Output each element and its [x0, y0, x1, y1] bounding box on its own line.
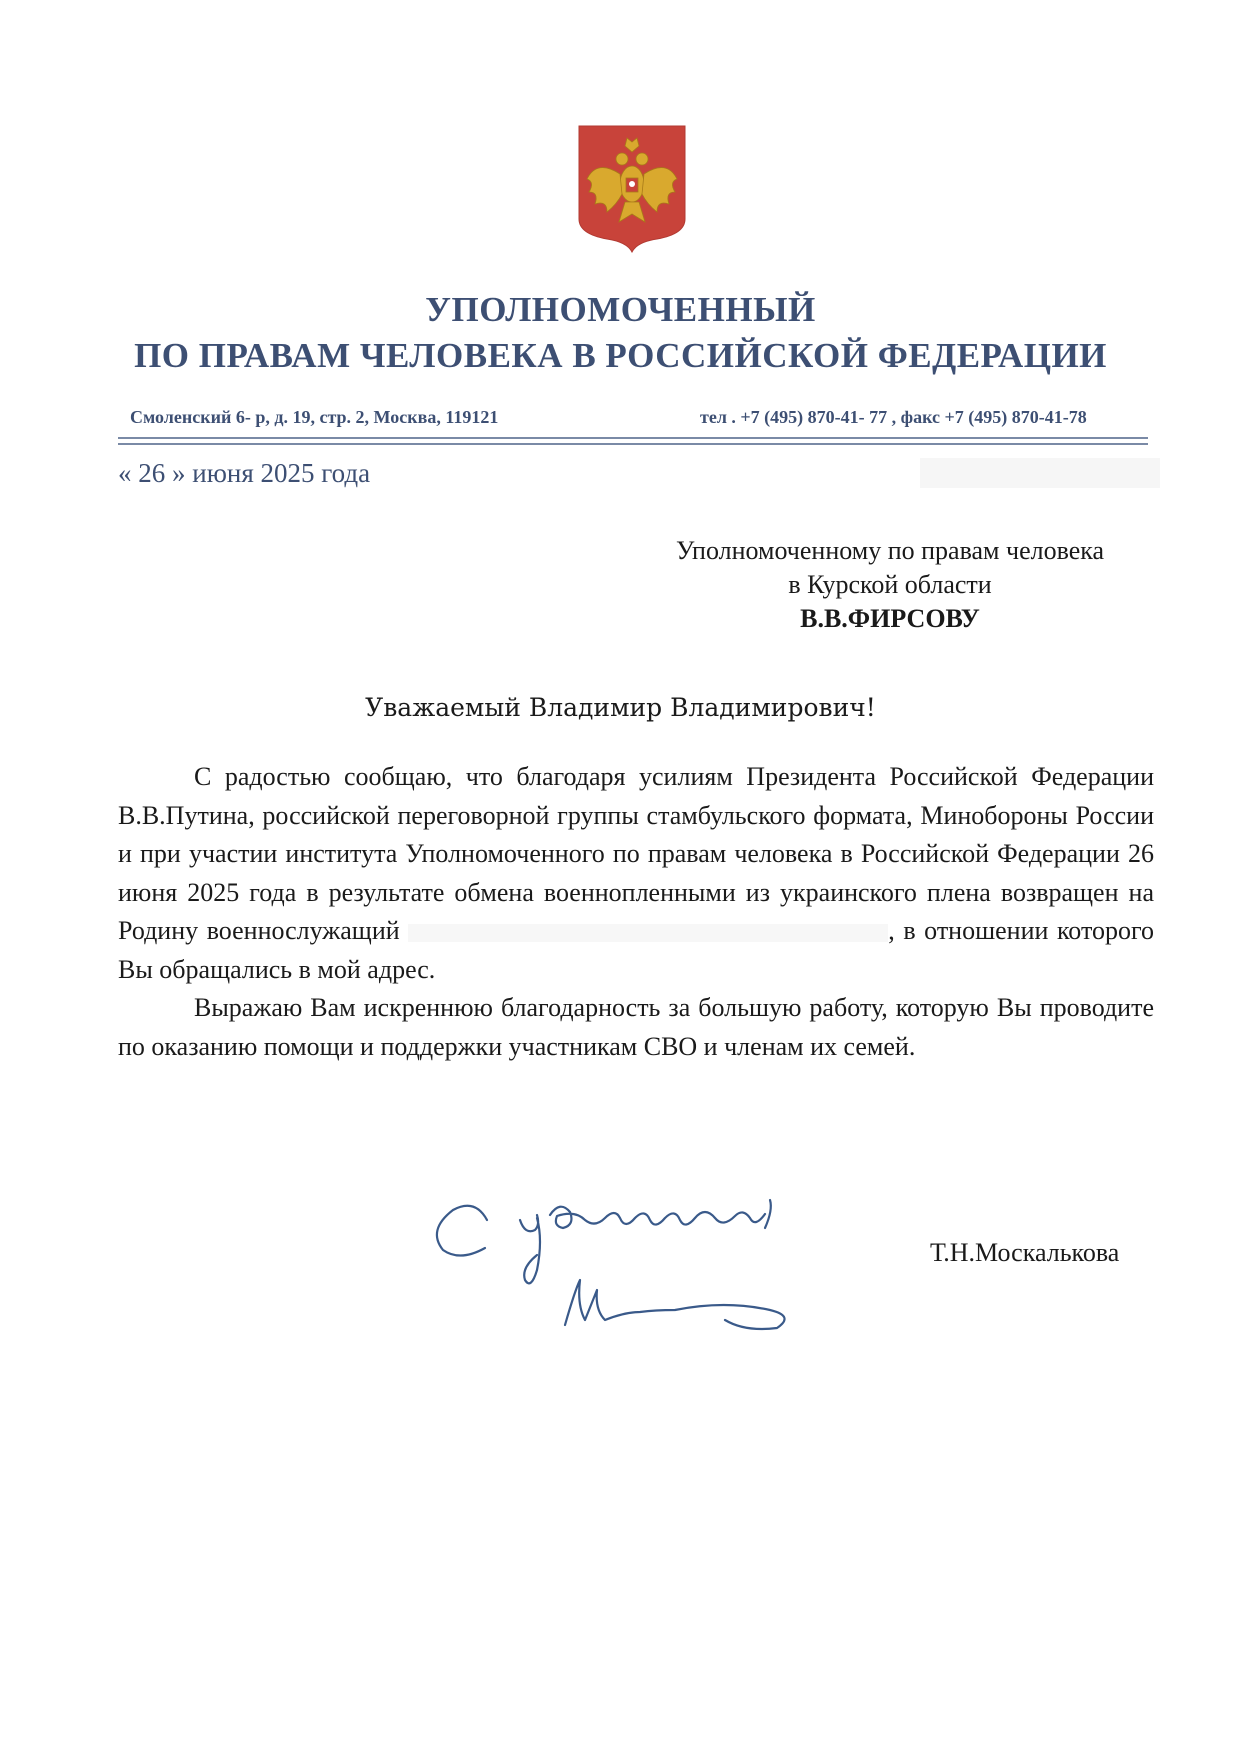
handwritten-signature	[425, 1180, 855, 1340]
recipient-name: В.В.ФИРСОВУ	[800, 604, 980, 633]
coat-of-arms-icon	[577, 124, 687, 254]
org-phone: тел . +7 (495) 870-41- 77 , факс +7 (495) 870-41-78	[700, 407, 1087, 427]
recipient-title: Уполномоченному по правам человека	[675, 536, 1105, 565]
org-address: Смоленский 6- р, д. 19, стр. 2, Москва, 119121	[130, 407, 499, 427]
body-paragraph-2: Выражаю Вам искреннюю благодарность за большую работу, которую Вы проводите по оказанию помощи и поддержки участникам СВО и членам их семей.	[118, 993, 1154, 1061]
body-paragraph-1	[118, 758, 1154, 989]
header-divider-top	[118, 437, 1148, 439]
org-title-line2: ПО ПРАВАМ ЧЕЛОВЕКА В РОССИЙСКОЙ ФЕДЕРАЦИИ	[134, 336, 1107, 375]
greeting: Уважаемый Владимир Владимирович!	[365, 693, 876, 722]
org-title-line1: УПОЛНОМОЧЕННЫЙ	[425, 290, 816, 329]
signer-name: Т.Н.Москалькова	[930, 1238, 1120, 1267]
redacted-registration-number	[920, 458, 1160, 488]
body-paragraph-1-ending: , в отношении которого Вы обращались в мой адрес.	[118, 916, 1154, 984]
recipient-region: в Курской области	[788, 570, 992, 599]
redacted-name	[408, 924, 888, 942]
letter-body	[118, 758, 1154, 1066]
body-paragraph-1-text: С радостью сообщаю, что благодаря усилиям Президента Российской Федерации В.В.Путина, российской переговорной группы стамбульского формата, Минобороны России и при участии института Уполномоченного по правам человека в Российской Федерации 26 июня 2025 года в результате обмена военнопленными из украинского плена возвращен на Родину военнослужащий	[118, 762, 1154, 945]
header-divider-bottom	[118, 443, 1148, 445]
recipient-block	[620, 534, 1160, 636]
letter-date: « 26 » июня 2025 года	[118, 458, 371, 488]
